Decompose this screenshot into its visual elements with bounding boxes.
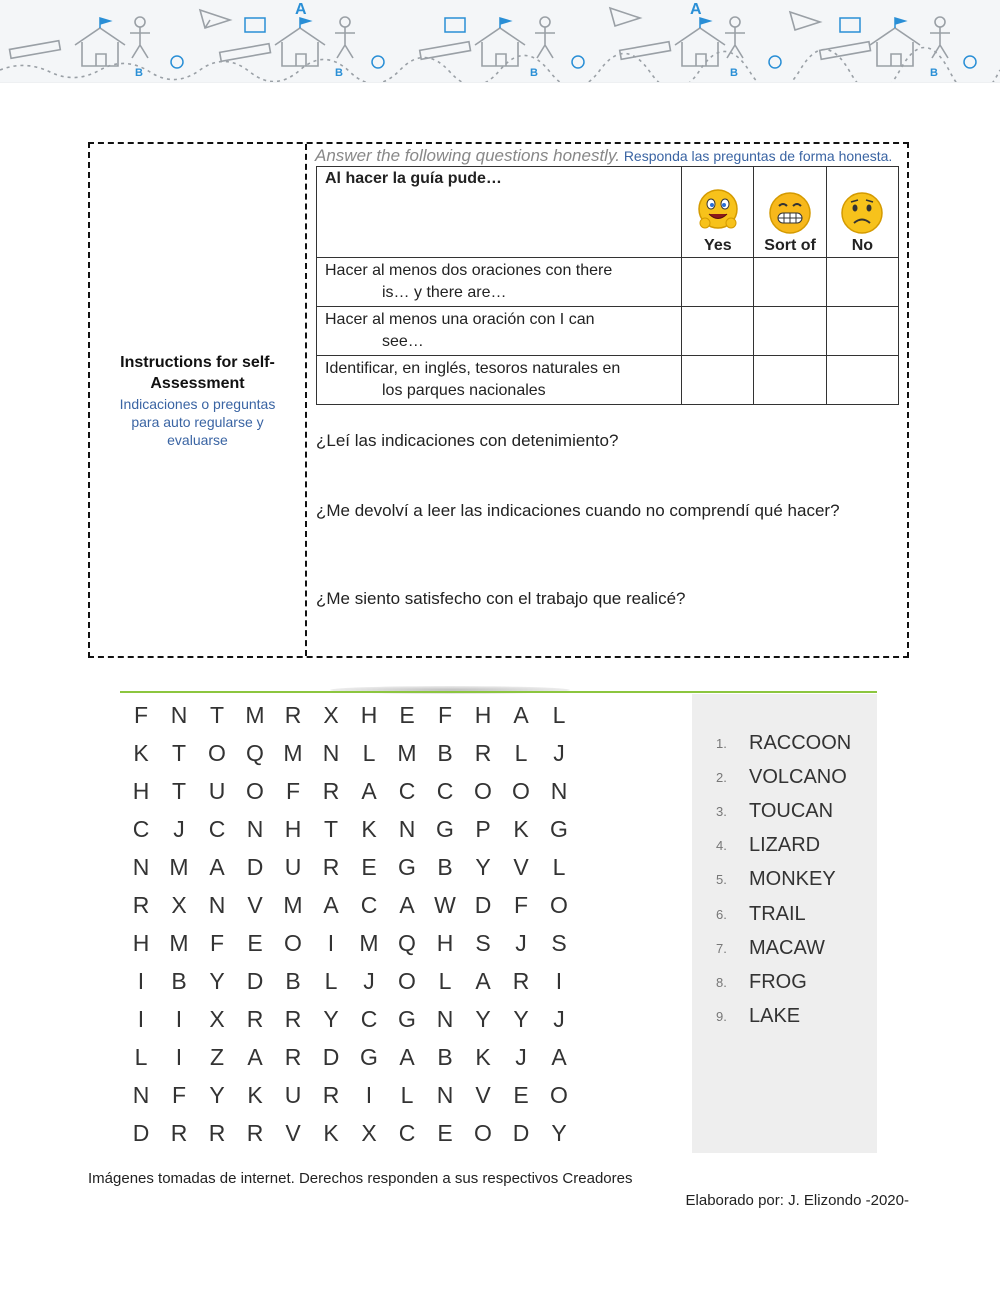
- grid-letter[interactable]: N: [322, 739, 340, 766]
- instruction-en: Answer the following questions honestly.: [315, 146, 620, 165]
- grid-letter[interactable]: L: [324, 967, 338, 994]
- grid-letter[interactable]: X: [323, 701, 339, 728]
- grid-letter[interactable]: K: [513, 815, 529, 842]
- grid-letter[interactable]: M: [283, 739, 303, 766]
- house-icon: [475, 28, 525, 66]
- option-sort-of-label: Sort of: [764, 237, 816, 254]
- grid-letter[interactable]: I: [137, 967, 145, 994]
- grid-letter[interactable]: M: [359, 929, 379, 956]
- grid-letter[interactable]: H: [132, 929, 150, 956]
- self-assessment-content: [307, 144, 907, 656]
- grid-letter[interactable]: A: [361, 777, 377, 804]
- option-yes: [682, 167, 754, 258]
- grid-letter[interactable]: A: [399, 1043, 415, 1070]
- thumbs-up-smiley-icon: [695, 187, 741, 235]
- grid-letter[interactable]: I: [555, 967, 563, 994]
- grid-row: [122, 696, 582, 734]
- grid-letter[interactable]: F: [133, 701, 149, 728]
- house-icon: [75, 28, 125, 66]
- doodle-pattern: [0, 0, 1000, 82]
- grid-letter[interactable]: L: [362, 739, 376, 766]
- grid-letter[interactable]: R: [246, 1005, 264, 1032]
- grid-letter[interactable]: O: [208, 739, 226, 766]
- svg-text:A: A: [295, 1, 307, 18]
- grid-letter[interactable]: L: [514, 739, 528, 766]
- grid-letter[interactable]: K: [475, 1043, 491, 1070]
- grid-row: [122, 1000, 582, 1038]
- grid-letter[interactable]: P: [475, 815, 491, 842]
- grid-letter[interactable]: D: [322, 1043, 340, 1070]
- grid-letter[interactable]: N: [550, 777, 568, 804]
- svg-text:B: B: [530, 67, 538, 79]
- grid-letter[interactable]: E: [247, 929, 263, 956]
- row-line: Identificar, en inglés, tesoros naturales en: [325, 360, 621, 377]
- grid-letter[interactable]: G: [398, 853, 416, 880]
- grid-letter[interactable]: K: [361, 815, 377, 842]
- word-search-grid: [122, 696, 582, 1152]
- grid-letter[interactable]: N: [436, 1081, 454, 1108]
- grid-letter[interactable]: L: [134, 1043, 148, 1070]
- row-text: [317, 258, 682, 307]
- grid-letter[interactable]: O: [550, 891, 568, 918]
- separator-line: [120, 691, 877, 693]
- grid-letter[interactable]: B: [437, 1043, 453, 1070]
- grid-letter[interactable]: E: [399, 701, 415, 728]
- grid-letter[interactable]: A: [323, 891, 339, 918]
- word-list-panel: [692, 694, 877, 1153]
- table-header: Al hacer la guía pude…: [317, 167, 682, 258]
- grid-letter[interactable]: W: [434, 891, 456, 918]
- grid-letter[interactable]: J: [363, 967, 375, 994]
- grid-letter[interactable]: N: [132, 853, 150, 880]
- row-text: [317, 356, 682, 405]
- grid-letter[interactable]: C: [398, 1119, 416, 1146]
- grid-letter[interactable]: J: [515, 1043, 527, 1070]
- row-text: [317, 307, 682, 356]
- grid-letter[interactable]: N: [398, 815, 416, 842]
- list-item: [716, 829, 851, 863]
- checkbox-cell-no[interactable]: [826, 356, 898, 405]
- svg-text:A: A: [690, 1, 702, 18]
- house-icon: [870, 28, 920, 66]
- word-label: VOLCANO: [749, 765, 847, 788]
- grid-letter[interactable]: F: [437, 701, 453, 728]
- grid-letter[interactable]: Y: [209, 967, 225, 994]
- grid-letter[interactable]: R: [322, 1081, 340, 1108]
- grid-letter[interactable]: I: [175, 1005, 183, 1032]
- word-label: LIZARD: [749, 834, 821, 857]
- grid-letter[interactable]: H: [474, 701, 492, 728]
- grid-letter[interactable]: O: [246, 777, 264, 804]
- word-number: 6.: [716, 906, 727, 922]
- grid-letter[interactable]: J: [515, 929, 527, 956]
- grid-letter[interactable]: X: [361, 1119, 377, 1146]
- grid-letter[interactable]: T: [209, 701, 225, 728]
- word-number: 3.: [716, 803, 727, 819]
- grid-letter[interactable]: L: [400, 1081, 414, 1108]
- svg-text:B: B: [135, 67, 143, 79]
- grid-letter[interactable]: M: [245, 701, 265, 728]
- grid-letter[interactable]: V: [285, 1119, 301, 1146]
- grid-letter[interactable]: O: [550, 1081, 568, 1108]
- grid-letter[interactable]: Y: [475, 1005, 491, 1032]
- list-item: [716, 863, 851, 897]
- grid-letter[interactable]: T: [171, 739, 187, 766]
- grid-letter[interactable]: J: [553, 739, 565, 766]
- word-number: 2.: [716, 769, 727, 785]
- grid-letter[interactable]: I: [137, 1005, 145, 1032]
- table-header-row: [317, 167, 899, 258]
- checkbox-cell-yes[interactable]: [682, 356, 754, 405]
- grid-letter[interactable]: F: [209, 929, 225, 956]
- option-yes-label: Yes: [704, 237, 732, 254]
- word-number: 5.: [716, 872, 727, 888]
- grid-letter[interactable]: B: [437, 853, 453, 880]
- grid-letter[interactable]: D: [246, 967, 264, 994]
- word-number: 8.: [716, 974, 727, 990]
- svg-text:B: B: [335, 67, 343, 79]
- list-item: [716, 726, 851, 760]
- word-list: [716, 726, 851, 1034]
- svg-text:B: B: [930, 67, 938, 79]
- table-row: [317, 307, 899, 356]
- grid-letter[interactable]: Q: [246, 739, 264, 766]
- grid-letter[interactable]: Y: [209, 1081, 225, 1108]
- grid-letter[interactable]: D: [512, 1119, 530, 1146]
- list-item: [716, 760, 851, 794]
- question-1: ¿Leí las indicaciones con detenimiento?: [316, 431, 619, 450]
- checkbox-cell-yes[interactable]: [682, 258, 754, 307]
- grid-letter[interactable]: A: [247, 1043, 263, 1070]
- grid-letter[interactable]: L: [552, 853, 566, 880]
- grid-letter[interactable]: M: [169, 929, 189, 956]
- grid-letter[interactable]: U: [208, 777, 226, 804]
- grid-letter[interactable]: V: [475, 1081, 491, 1108]
- grid-letter[interactable]: U: [284, 853, 302, 880]
- checkbox-cell-yes[interactable]: [682, 307, 754, 356]
- grid-letter[interactable]: D: [132, 1119, 150, 1146]
- grid-letter[interactable]: I: [365, 1081, 373, 1108]
- option-no: [826, 167, 898, 258]
- grid-letter[interactable]: J: [553, 1005, 565, 1032]
- grid-letter[interactable]: A: [551, 1043, 567, 1070]
- grid-letter[interactable]: I: [175, 1043, 183, 1070]
- grid-letter[interactable]: R: [284, 1005, 302, 1032]
- word-label: TOUCAN: [749, 799, 834, 822]
- grid-letter[interactable]: O: [512, 777, 530, 804]
- grid-letter[interactable]: V: [247, 891, 263, 918]
- grid-letter[interactable]: R: [170, 1119, 188, 1146]
- word-label: LAKE: [749, 1005, 801, 1028]
- grid-row: [122, 924, 582, 962]
- grid-letter[interactable]: N: [208, 891, 226, 918]
- grid-letter[interactable]: Z: [209, 1043, 225, 1070]
- grid-letter[interactable]: R: [284, 1043, 302, 1070]
- question-3: ¿Me siento satisfecho con el trabajo que realicé?: [316, 589, 686, 608]
- grid-letter[interactable]: M: [397, 739, 417, 766]
- row-line: Hacer al menos dos oraciones con there: [325, 262, 613, 279]
- grid-letter[interactable]: Y: [323, 1005, 339, 1032]
- list-item: [716, 794, 851, 828]
- word-label: TRAIL: [749, 902, 806, 925]
- self-assessment-box: [88, 142, 909, 658]
- grid-letter[interactable]: B: [285, 967, 301, 994]
- table-row: [317, 356, 899, 405]
- grid-letter[interactable]: B: [437, 739, 453, 766]
- image-credits: Imágenes tomadas de internet. Derechos responden a sus respectivos Creadores: [88, 1170, 633, 1187]
- grid-letter[interactable]: L: [438, 967, 452, 994]
- grid-letter[interactable]: J: [173, 815, 185, 842]
- list-item: [716, 897, 851, 931]
- grid-letter[interactable]: R: [322, 777, 340, 804]
- grid-letter[interactable]: R: [322, 853, 340, 880]
- grid-letter[interactable]: S: [551, 929, 567, 956]
- grid-letter[interactable]: Y: [551, 1119, 567, 1146]
- checkbox-cell-sort-of[interactable]: [754, 258, 826, 307]
- grid-letter[interactable]: O: [474, 1119, 492, 1146]
- grid-letter[interactable]: E: [513, 1081, 529, 1108]
- grid-letter[interactable]: M: [169, 853, 189, 880]
- grid-letter[interactable]: H: [132, 777, 150, 804]
- grid-letter[interactable]: N: [170, 701, 188, 728]
- word-number: 4.: [716, 838, 727, 854]
- grid-letter[interactable]: A: [209, 853, 225, 880]
- grid-letter[interactable]: Q: [398, 929, 416, 956]
- grid-letter[interactable]: R: [284, 701, 302, 728]
- grid-row: [122, 1076, 582, 1114]
- question-2: ¿Me devolví a leer las indicaciones cuando no comprendí qué hacer?: [316, 501, 840, 520]
- table-row: [317, 258, 899, 307]
- checkbox-cell-no[interactable]: [826, 258, 898, 307]
- grid-letter[interactable]: K: [323, 1119, 339, 1146]
- grid-letter[interactable]: Y: [475, 853, 491, 880]
- grid-letter[interactable]: V: [513, 853, 529, 880]
- grid-letter[interactable]: K: [247, 1081, 263, 1108]
- grid-letter[interactable]: T: [323, 815, 339, 842]
- grid-letter[interactable]: E: [437, 1119, 453, 1146]
- grid-letter[interactable]: F: [171, 1081, 187, 1108]
- grid-letter[interactable]: H: [284, 815, 302, 842]
- row-line: Hacer al menos una oración con I can: [325, 311, 595, 328]
- option-no-label: No: [851, 237, 874, 254]
- grid-letter[interactable]: A: [475, 967, 491, 994]
- row-line: see…: [382, 333, 424, 350]
- grid-letter[interactable]: F: [285, 777, 301, 804]
- grid-letter[interactable]: B: [171, 967, 187, 994]
- checkbox-cell-no[interactable]: [826, 307, 898, 356]
- grid-letter[interactable]: O: [474, 777, 492, 804]
- grid-letter[interactable]: G: [398, 1005, 416, 1032]
- grid-letter[interactable]: C: [360, 1005, 378, 1032]
- grid-letter[interactable]: U: [284, 1081, 302, 1108]
- grid-letter[interactable]: R: [208, 1119, 226, 1146]
- author-credit: Elaborado por: J. Elizondo -2020-: [685, 1192, 909, 1209]
- grid-row: [122, 962, 582, 1000]
- grid-letter[interactable]: X: [209, 1005, 225, 1032]
- grid-row: [122, 1114, 582, 1152]
- grid-letter[interactable]: H: [436, 929, 454, 956]
- row-line: los parques nacionales: [382, 382, 546, 399]
- house-icon: [275, 28, 325, 66]
- instructions: [315, 147, 899, 165]
- worried-face-icon: [839, 191, 885, 235]
- self-assessment-label: [90, 144, 307, 656]
- grid-letter[interactable]: O: [284, 929, 302, 956]
- checkbox-cell-sort-of[interactable]: [754, 356, 826, 405]
- grid-row: [122, 1038, 582, 1076]
- grid-letter[interactable]: A: [399, 891, 415, 918]
- grid-letter[interactable]: O: [398, 967, 416, 994]
- grid-letter[interactable]: C: [436, 777, 454, 804]
- self-assessment-title: Instructions for self-Assessment: [120, 353, 275, 392]
- word-number: 7.: [716, 940, 727, 956]
- svg-text:B: B: [730, 67, 738, 79]
- list-item: [716, 1000, 851, 1034]
- doodle-banner: [0, 0, 1000, 83]
- grid-letter[interactable]: C: [132, 815, 150, 842]
- grid-row: [122, 734, 582, 772]
- assessment-table: [316, 166, 899, 405]
- grid-letter[interactable]: S: [475, 929, 491, 956]
- grid-letter[interactable]: D: [246, 853, 264, 880]
- self-assessment-subtitle: Indicaciones o preguntas para auto regularse y evaluarse: [119, 395, 276, 448]
- house-icon: [675, 28, 725, 66]
- grid-letter[interactable]: E: [361, 853, 377, 880]
- grid-letter[interactable]: G: [436, 815, 454, 842]
- grid-letter[interactable]: F: [513, 891, 529, 918]
- word-number: 1.: [716, 735, 727, 751]
- grid-letter[interactable]: N: [246, 815, 264, 842]
- grid-letter[interactable]: C: [360, 891, 378, 918]
- grid-letter[interactable]: Y: [513, 1005, 529, 1032]
- grid-letter[interactable]: C: [208, 815, 226, 842]
- grid-letter[interactable]: R: [132, 891, 150, 918]
- grid-letter[interactable]: L: [552, 701, 566, 728]
- word-number: 9.: [716, 1009, 727, 1025]
- grid-letter[interactable]: N: [132, 1081, 150, 1108]
- grid-letter[interactable]: R: [474, 739, 492, 766]
- grid-letter[interactable]: R: [246, 1119, 264, 1146]
- grid-row: [122, 886, 582, 924]
- grid-letter[interactable]: D: [474, 891, 492, 918]
- grid-letter[interactable]: I: [327, 929, 335, 956]
- grid-row: [122, 772, 582, 810]
- grid-letter[interactable]: X: [171, 891, 187, 918]
- word-label: RACCOON: [749, 731, 852, 754]
- grimace-smiley-icon: [767, 191, 813, 235]
- list-item: [716, 931, 851, 965]
- grid-row: [122, 848, 582, 886]
- checkbox-cell-sort-of[interactable]: [754, 307, 826, 356]
- grid-letter[interactable]: G: [550, 815, 568, 842]
- word-label: MACAW: [749, 936, 825, 959]
- grid-letter[interactable]: R: [512, 967, 530, 994]
- grid-letter[interactable]: C: [398, 777, 416, 804]
- grid-letter[interactable]: G: [360, 1043, 378, 1070]
- row-line: is… y there are…: [382, 284, 507, 301]
- grid-letter[interactable]: A: [513, 701, 529, 728]
- grid-letter[interactable]: K: [133, 739, 149, 766]
- grid-letter[interactable]: T: [171, 777, 187, 804]
- instruction-es: Responda las preguntas de forma honesta.: [623, 148, 893, 164]
- grid-letter[interactable]: M: [283, 891, 303, 918]
- word-label: FROG: [749, 970, 807, 993]
- grid-letter[interactable]: N: [436, 1005, 454, 1032]
- word-label: MONKEY: [749, 868, 836, 891]
- option-sort-of: [754, 167, 826, 258]
- list-item: [716, 965, 851, 999]
- grid-letter[interactable]: H: [360, 701, 378, 728]
- grid-row: [122, 810, 582, 848]
